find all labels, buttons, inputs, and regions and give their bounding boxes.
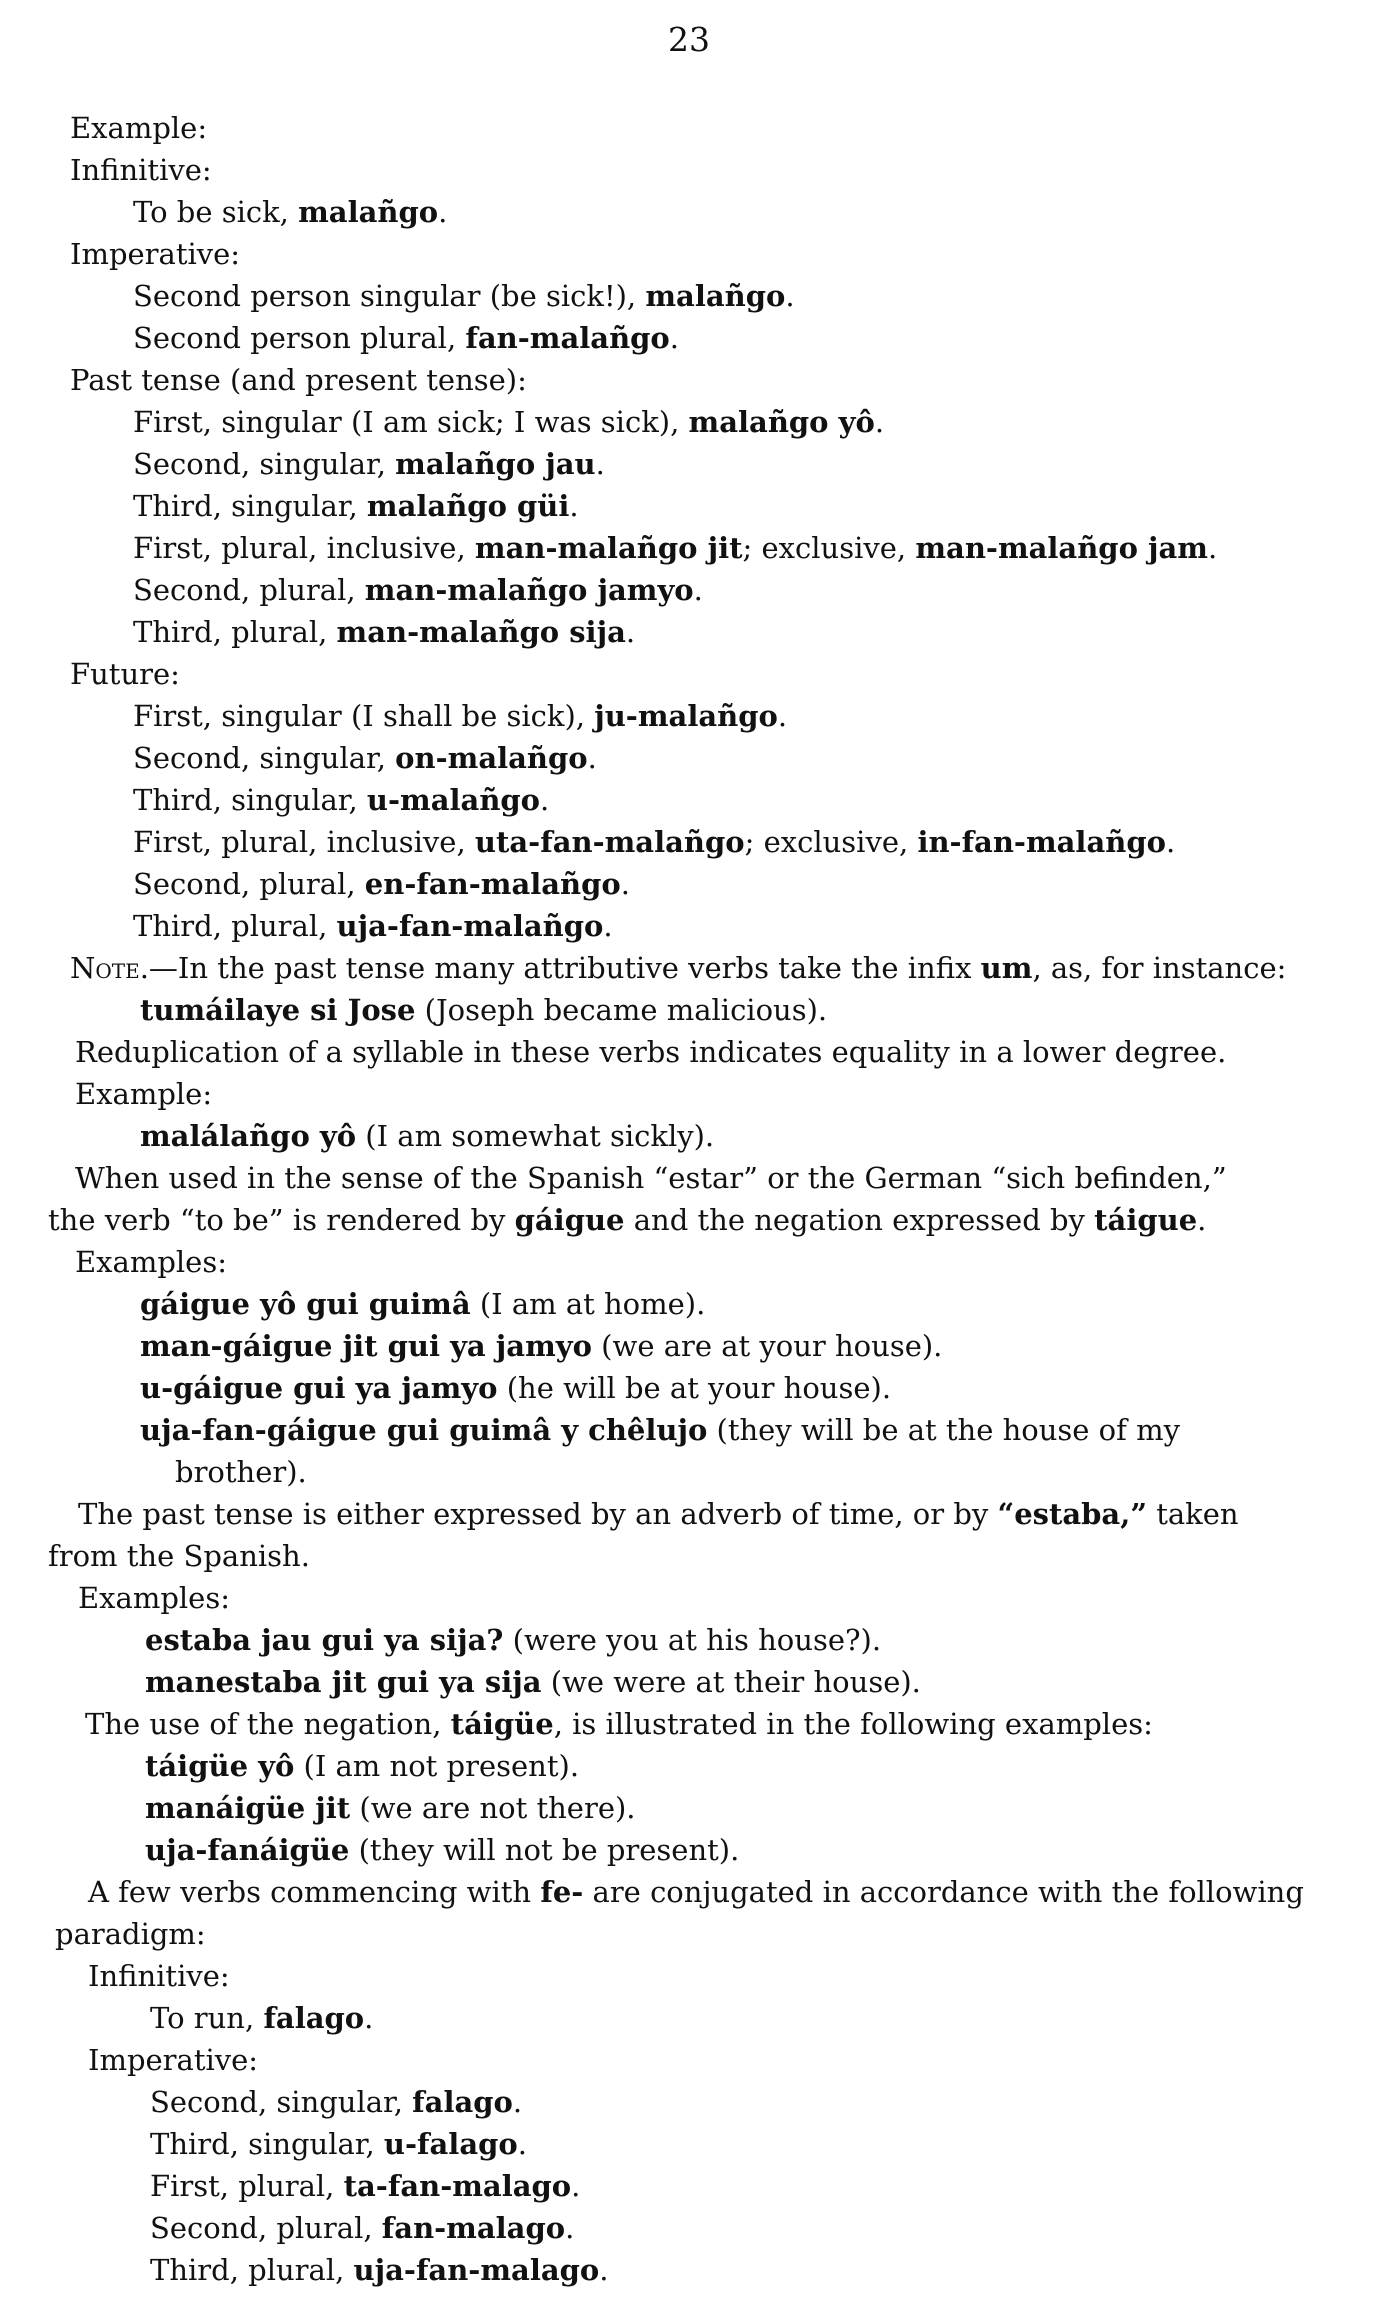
line-text: . <box>595 447 605 481</box>
line-text: . <box>587 741 597 775</box>
text-line <box>150 2166 580 2206</box>
line-text: are conjugated in accordance with the following <box>583 1875 1304 1909</box>
bold-term: fan-malañgo <box>465 321 670 355</box>
line-text: Past tense (and present tense): <box>70 363 527 397</box>
line-text: First, plural, inclusive, <box>133 825 475 859</box>
line-text: Examples: <box>78 1581 230 1615</box>
line-text: The use of the negation, <box>85 1707 451 1741</box>
line-text: Second, plural, <box>133 573 365 607</box>
bold-term: malañgo jau <box>395 447 596 481</box>
line-text: Second person singular (be sick!), <box>133 279 646 313</box>
text-line <box>75 1032 1226 1072</box>
line-text: First, singular (I am sick; I was sick), <box>133 405 689 439</box>
line-text: paradigm: <box>55 1917 206 1951</box>
bold-term: táigue <box>1094 1203 1198 1237</box>
line-text: Infinitive: <box>88 1959 230 1993</box>
line-text: To run, <box>150 2001 264 2035</box>
text-line <box>150 2082 522 2122</box>
bold-term: uja-fanáigüe <box>145 1833 350 1867</box>
line-text: Second, singular, <box>133 447 396 481</box>
text-line <box>133 192 447 232</box>
bold-term: en-fan-malañgo <box>364 867 621 901</box>
line-text: .—In the past tense many attributive verbs take the infix <box>139 951 981 985</box>
text-line <box>88 1956 230 1996</box>
text-line <box>133 570 703 610</box>
text-line <box>88 1872 1304 1912</box>
line-text: Second, plural, <box>133 867 365 901</box>
line-text: . <box>693 573 703 607</box>
line-text: Third, singular, <box>133 783 367 817</box>
line-text: The past tense is either expressed by an adverb of time, or by <box>78 1497 998 1531</box>
line-text: . <box>540 783 550 817</box>
line-text: Infinitive: <box>70 153 212 187</box>
line-text: . <box>599 2253 609 2287</box>
text-line <box>145 1662 921 1702</box>
line-text: Second person plural, <box>133 321 466 355</box>
text-line <box>48 1536 310 1576</box>
bold-term: táigüe <box>450 1707 554 1741</box>
line-text: Third, singular, <box>133 489 367 523</box>
text-line <box>133 696 787 736</box>
bold-term: malañgo <box>298 195 439 229</box>
line-text: Third, plural, <box>133 909 337 943</box>
text-line <box>133 318 679 358</box>
line-text: A few verbs commencing with <box>88 1875 541 1909</box>
line-text: First, plural, <box>150 2169 344 2203</box>
line-text: , is illustrated in the following examples: <box>553 1707 1153 1741</box>
text-line <box>133 864 630 904</box>
text-line <box>150 1998 373 2038</box>
line-text: (Joseph became malicious). <box>415 993 828 1027</box>
text-line <box>70 360 527 400</box>
bold-term: u-malañgo <box>366 783 541 817</box>
bold-term: on-malañgo <box>395 741 588 775</box>
bold-term: falago <box>412 2085 513 2119</box>
bold-term: u-gáigue gui ya jamyo <box>140 1371 498 1405</box>
text-line <box>75 1074 212 1114</box>
bold-term: man-malañgo jam <box>915 531 1208 565</box>
line-text: First, plural, inclusive, <box>133 531 475 565</box>
bold-term: manestaba jit gui ya sija <box>145 1665 542 1699</box>
line-text: ; exclusive, <box>744 825 918 859</box>
bold-term: uja-fan-malago <box>353 2253 600 2287</box>
line-text: Second, singular, <box>133 741 396 775</box>
text-line <box>140 990 827 1030</box>
line-text: . <box>785 279 795 313</box>
line-text: . <box>364 2001 374 2035</box>
line-text: . <box>438 195 448 229</box>
bold-term: malañgo yô <box>688 405 875 439</box>
line-text: . <box>569 489 579 523</box>
line-text: . <box>620 867 630 901</box>
line-text: (we were at their house). <box>541 1665 921 1699</box>
text-line <box>48 1200 1206 1240</box>
bold-term: estaba jau gui ya sija? <box>145 1623 504 1657</box>
bold-term: uja-fan-gáigue gui guimâ y chêlujo <box>140 1413 708 1447</box>
line-text: (they will be at the house of my <box>707 1413 1180 1447</box>
line-text: taken <box>1147 1497 1239 1531</box>
line-text: . <box>1165 825 1176 859</box>
line-text: (they will not be present). <box>349 1833 740 1867</box>
line-text: Third, singular, <box>150 2127 384 2161</box>
text-line <box>133 612 635 652</box>
bold-term: man-malañgo sija <box>336 615 626 649</box>
text-line <box>70 108 207 148</box>
line-text: . <box>777 699 788 733</box>
line-text: (he will be at your house). <box>497 1371 892 1405</box>
text-line <box>88 2040 258 2080</box>
bold-term: fan-malago <box>381 2211 566 2245</box>
line-text: . <box>874 405 885 439</box>
bold-term: um <box>980 951 1033 985</box>
line-text: Imperative: <box>70 237 241 271</box>
text-line <box>85 1704 1153 1744</box>
line-text: (were you at his house?). <box>503 1623 882 1657</box>
page-number: 23 <box>668 20 710 59</box>
line-text: Note <box>70 951 140 985</box>
text-line <box>133 822 1175 862</box>
line-text: Imperative: <box>88 2043 259 2077</box>
bold-term: “estaba,” <box>997 1497 1148 1531</box>
bold-term: man-malañgo jit <box>474 531 743 565</box>
line-text: Third, plural, <box>150 2253 354 2287</box>
bold-term: malañgo güi <box>366 489 570 523</box>
text-line <box>140 1410 1180 1450</box>
line-text: Second, singular, <box>150 2085 413 2119</box>
text-line <box>78 1578 230 1618</box>
line-text: . <box>625 615 636 649</box>
bold-term: tumáilaye si Jose <box>140 993 416 1027</box>
line-text: Example: <box>70 111 208 145</box>
text-line <box>150 2124 527 2164</box>
text-line <box>175 1452 307 1492</box>
line-text: . <box>512 2085 523 2119</box>
text-line <box>133 780 549 820</box>
bold-term: uta-fan-malañgo <box>474 825 745 859</box>
bold-term: táigüe yô <box>145 1749 295 1783</box>
bold-term: manáigüe jit <box>145 1791 351 1825</box>
line-text: . <box>517 2127 527 2161</box>
line-text: First, singular (I shall be sick), <box>133 699 595 733</box>
line-text: . <box>1208 531 1218 565</box>
line-text: . <box>1197 1203 1207 1237</box>
text-line <box>145 1788 636 1828</box>
text-line <box>133 738 597 778</box>
line-text: Example: <box>75 1077 213 1111</box>
text-line <box>140 1368 891 1408</box>
bold-term: ta-fan-malago <box>343 2169 572 2203</box>
line-text: When used in the sense of the Spanish “estar” or the German “sich befinden,” <box>75 1161 1227 1195</box>
text-line <box>70 234 240 274</box>
text-line <box>75 1158 1227 1198</box>
line-text: . <box>669 321 679 355</box>
bold-term: man-malañgo jamyo <box>364 573 694 607</box>
text-line <box>70 150 212 190</box>
bold-term: u-falago <box>383 2127 518 2161</box>
bold-term: malálañgo yô <box>140 1119 357 1153</box>
text-line <box>145 1830 739 1870</box>
bold-term: uja-fan-malañgo <box>336 909 604 943</box>
bold-term: ju-malañgo <box>594 699 778 733</box>
text-line <box>150 2250 608 2290</box>
bold-term: malañgo <box>645 279 786 313</box>
bold-term: man-gáigue jit gui ya jamyo <box>140 1329 592 1363</box>
line-text: and the negation expressed by <box>624 1203 1095 1237</box>
line-text: Future: <box>70 657 180 691</box>
text-line <box>133 276 795 316</box>
line-text: (I am at home). <box>470 1287 706 1321</box>
bold-term: falago <box>263 2001 365 2035</box>
bold-term: fe- <box>540 1875 584 1909</box>
line-text: (we are at your house). <box>591 1329 943 1363</box>
bold-term: gáigue yô gui guimâ <box>140 1287 471 1321</box>
text-line <box>140 1284 705 1324</box>
line-text: the verb “to be” is rendered by <box>48 1203 515 1237</box>
line-text: Third, plural, <box>133 615 337 649</box>
text-line <box>78 1494 1239 1534</box>
text-line <box>55 1914 206 1954</box>
text-line <box>70 948 1286 988</box>
line-text: brother). <box>175 1455 307 1489</box>
text-line <box>145 1746 579 1786</box>
text-line <box>70 654 180 694</box>
line-text: To be sick, <box>133 195 299 229</box>
line-text: (I am somewhat sickly). <box>356 1119 715 1153</box>
text-line <box>133 486 579 526</box>
line-text: Second, plural, <box>150 2211 382 2245</box>
text-line <box>150 2208 574 2248</box>
text-line <box>140 1116 714 1156</box>
line-text: Examples: <box>75 1245 227 1279</box>
line-text: . <box>603 909 613 943</box>
line-text: Reduplication of a syllable in these verbs indicates equality in a lower degree. <box>75 1035 1227 1069</box>
line-text: (I am not present). <box>294 1749 580 1783</box>
line-text: ; exclusive, <box>742 531 916 565</box>
line-text: . <box>571 2169 581 2203</box>
text-line <box>140 1326 942 1366</box>
text-line <box>133 906 613 946</box>
text-line <box>145 1620 881 1660</box>
text-line <box>133 444 605 484</box>
text-line <box>75 1242 227 1282</box>
line-text: from the Spanish. <box>48 1539 310 1573</box>
line-text: . <box>565 2211 575 2245</box>
bold-term: gáigue <box>514 1203 625 1237</box>
text-line <box>133 402 884 442</box>
line-text: (we are not there). <box>350 1791 636 1825</box>
bold-term: in-fan-malañgo <box>917 825 1166 859</box>
text-line <box>133 528 1217 568</box>
line-text: , as, for instance: <box>1032 951 1287 985</box>
